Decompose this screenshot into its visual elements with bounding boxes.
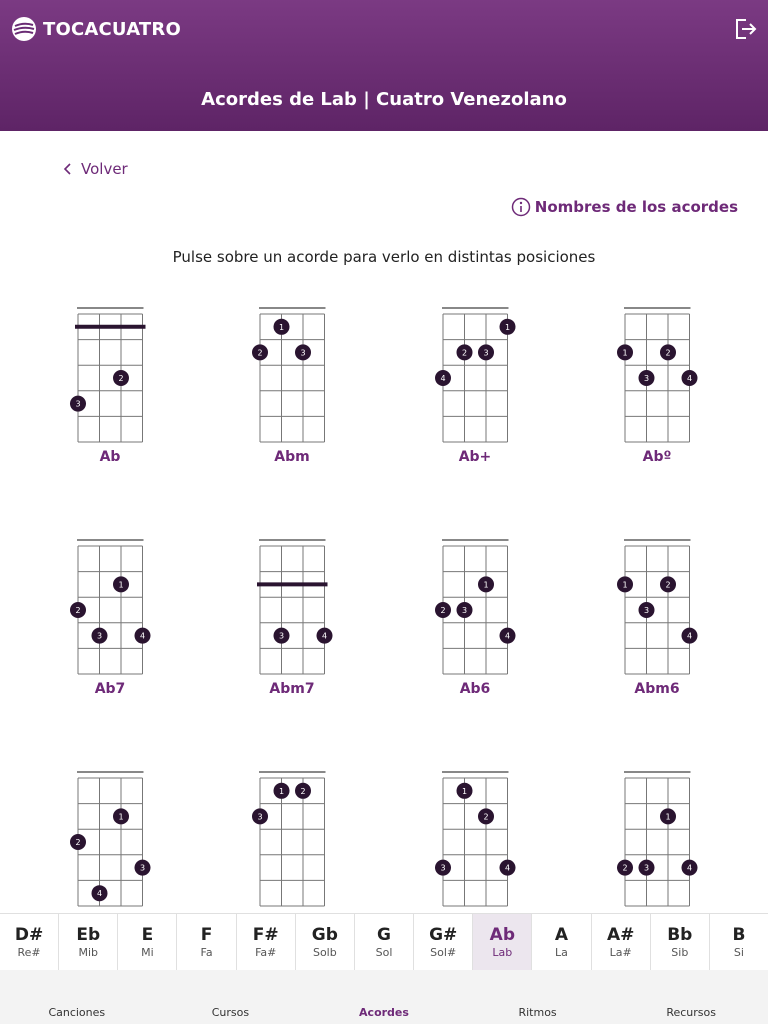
chord-names-label: Nombres de los acordes	[534, 198, 738, 216]
note-button[interactable]	[176, 914, 235, 970]
note-button[interactable]	[58, 914, 117, 970]
finger-dot	[639, 370, 655, 386]
finger-dot	[92, 885, 108, 901]
note-button[interactable]	[650, 914, 709, 970]
svg-text:4: 4	[139, 631, 146, 641]
svg-text:2: 2	[118, 374, 124, 383]
finger-dot	[660, 344, 676, 360]
finger-dot	[113, 808, 129, 824]
finger-dot	[639, 602, 655, 618]
finger-dot	[135, 860, 151, 876]
finger-dot	[639, 860, 655, 876]
note-button[interactable]	[236, 914, 295, 970]
note-button[interactable]	[117, 914, 176, 970]
chord-fretboard	[222, 764, 362, 914]
svg-text:2: 2	[440, 606, 446, 615]
tab-canciones[interactable]: Canciones	[48, 1006, 106, 1019]
finger-dot	[478, 576, 494, 592]
note-name: Eb	[76, 924, 101, 945]
note-solfege: La#	[609, 945, 632, 959]
note-name: Gb	[311, 924, 338, 945]
note-button[interactable]	[354, 914, 413, 970]
svg-text:1: 1	[118, 812, 124, 822]
finger-dot	[317, 628, 333, 644]
note-solfege: Si	[733, 945, 744, 959]
svg-text:2: 2	[665, 580, 671, 590]
chord-name: Abm7	[269, 681, 315, 697]
note-button[interactable]	[295, 914, 354, 970]
svg-text:4: 4	[321, 631, 328, 641]
chord-diagram[interactable]	[40, 300, 180, 480]
finger-dot	[500, 319, 516, 335]
svg-text:4: 4	[686, 863, 693, 873]
svg-text:3: 3	[278, 631, 285, 641]
chord-name: Abm	[274, 449, 310, 465]
svg-text:2: 2	[75, 606, 81, 615]
svg-text:3: 3	[96, 631, 103, 641]
chord-fretboard	[405, 532, 545, 682]
note-name: B	[732, 924, 746, 945]
finger-dot	[660, 808, 676, 824]
note-name: E	[141, 924, 154, 945]
finger-dot	[70, 396, 86, 412]
info-icon	[511, 197, 531, 217]
finger-dot	[252, 344, 268, 360]
svg-text:4: 4	[686, 631, 693, 641]
finger-dot	[478, 344, 494, 360]
note-solfege: Sol	[375, 945, 393, 959]
finger-dot	[617, 860, 633, 876]
logo-text: TOCACUATRO	[43, 18, 181, 40]
note-solfege: Fa#	[255, 945, 277, 959]
svg-text:3: 3	[483, 348, 489, 358]
finger-dot	[617, 576, 633, 592]
note-name: F	[200, 924, 213, 945]
finger-dot	[435, 602, 451, 618]
svg-text:2: 2	[75, 838, 81, 847]
finger-dot	[435, 860, 451, 876]
svg-text:1: 1	[483, 580, 489, 590]
chord-fretboard	[40, 532, 180, 682]
svg-text:4: 4	[440, 374, 446, 383]
finger-dot	[92, 628, 108, 644]
chord-diagram[interactable]	[222, 532, 362, 712]
svg-text:1: 1	[504, 322, 511, 332]
chord-name: Ab7	[94, 681, 126, 697]
chord-diagram[interactable]	[587, 532, 727, 712]
chord-fretboard	[40, 300, 180, 450]
svg-text:1: 1	[278, 322, 285, 332]
tab-acordes[interactable]: Acordes	[359, 1006, 409, 1019]
svg-text:2: 2	[461, 348, 468, 358]
svg-text:4: 4	[96, 889, 103, 899]
finger-dot	[682, 860, 698, 876]
svg-text:3: 3	[440, 863, 446, 873]
logo	[11, 16, 181, 42]
finger-dot	[295, 344, 311, 360]
chord-fretboard	[405, 764, 545, 914]
note-solfege: Solb	[312, 945, 337, 959]
svg-text:2: 2	[257, 348, 263, 358]
chord-name: Abm6	[634, 681, 680, 697]
chord-name: Ab+	[458, 449, 492, 465]
svg-text:3: 3	[75, 399, 81, 409]
finger-dot	[274, 319, 290, 335]
chord-fretboard	[587, 300, 727, 450]
note-name: A	[554, 924, 569, 945]
finger-dot	[457, 344, 473, 360]
svg-text:4: 4	[504, 863, 511, 873]
svg-text:1: 1	[278, 786, 285, 796]
finger-dot	[478, 808, 494, 824]
note-solfege: Re#	[17, 945, 41, 959]
finger-dot	[295, 783, 311, 799]
logout-icon[interactable]	[732, 16, 758, 42]
chord-diagram[interactable]	[40, 532, 180, 712]
svg-text:2: 2	[665, 348, 671, 358]
note-name: G	[377, 924, 391, 945]
logo-icon	[11, 16, 37, 42]
finger-dot	[457, 783, 473, 799]
svg-text:3: 3	[300, 348, 306, 358]
note-solfege: Sol#	[430, 945, 457, 959]
note-name: G#	[429, 924, 458, 945]
svg-text:4: 4	[686, 374, 693, 383]
note-button[interactable]	[531, 914, 590, 970]
note-selector	[0, 913, 768, 971]
chord-fretboard	[222, 300, 362, 450]
finger-dot	[274, 628, 290, 644]
back-label: Volver	[81, 160, 128, 178]
chord-diagram[interactable]	[587, 300, 727, 480]
note-solfege: Fa	[200, 945, 213, 959]
note-name: A#	[606, 924, 635, 945]
chord-diagram[interactable]	[222, 300, 362, 480]
svg-text:1: 1	[461, 786, 468, 796]
note-name: F#	[252, 924, 279, 945]
finger-dot	[435, 370, 451, 386]
chord-fretboard	[405, 300, 545, 450]
note-button[interactable]	[472, 914, 531, 970]
chord-name: Ab	[99, 449, 121, 465]
svg-text:3: 3	[139, 863, 146, 873]
svg-text:3: 3	[643, 606, 650, 615]
back-link[interactable]	[63, 160, 128, 178]
app-header	[0, 0, 768, 131]
finger-dot	[617, 344, 633, 360]
svg-text:2: 2	[622, 863, 628, 873]
svg-text:4: 4	[504, 631, 511, 641]
chord-fretboard	[40, 764, 180, 914]
note-solfege: Mi	[141, 945, 154, 959]
svg-text:2: 2	[300, 786, 306, 796]
svg-text:3: 3	[643, 374, 650, 383]
chevron-left-icon	[63, 162, 73, 176]
finger-dot	[274, 783, 290, 799]
note-solfege: Sib	[671, 945, 689, 959]
finger-dot	[252, 808, 268, 824]
instructions: Pulse sobre un acorde para verlo en distintas posiciones	[172, 248, 596, 266]
tab-cursos[interactable]: Cursos	[211, 1006, 250, 1019]
note-button[interactable]	[591, 914, 650, 970]
chord-diagram[interactable]	[405, 532, 545, 712]
chord-fretboard	[587, 532, 727, 682]
note-button[interactable]	[709, 914, 768, 970]
svg-text:2: 2	[483, 812, 489, 822]
finger-dot	[500, 860, 516, 876]
chord-diagram[interactable]	[405, 300, 545, 480]
chord-names-link[interactable]	[511, 197, 738, 217]
note-name: D#	[14, 924, 44, 945]
svg-text:1: 1	[118, 580, 124, 590]
finger-dot	[113, 370, 129, 386]
svg-text:3: 3	[643, 863, 650, 873]
finger-dot	[682, 370, 698, 386]
finger-dot	[660, 576, 676, 592]
finger-dot	[70, 602, 86, 618]
svg-text:3: 3	[257, 812, 263, 822]
chord-fretboard	[222, 532, 362, 682]
note-button[interactable]	[0, 914, 58, 970]
svg-text:3: 3	[461, 606, 468, 615]
finger-dot	[70, 834, 86, 850]
note-solfege: Mib	[78, 945, 98, 959]
note-solfege: Lab	[492, 945, 513, 959]
note-name: Bb	[667, 924, 693, 945]
finger-dot	[135, 628, 151, 644]
tab-bar	[0, 970, 768, 1024]
tab-ritmos[interactable]: Ritmos	[518, 1006, 557, 1019]
chord-fretboard	[587, 764, 727, 914]
note-button[interactable]	[413, 914, 472, 970]
svg-text:1: 1	[622, 580, 628, 590]
chord-name: Abº	[642, 449, 672, 465]
finger-dot	[113, 576, 129, 592]
svg-text:1: 1	[622, 348, 628, 358]
page-title: Acordes de Lab | Cuatro Venezolano	[201, 89, 567, 110]
svg-text:1: 1	[665, 812, 671, 822]
finger-dot	[682, 628, 698, 644]
tab-recursos[interactable]: Recursos	[666, 1006, 716, 1019]
note-name: Ab	[489, 924, 515, 945]
chord-name: Ab6	[459, 681, 491, 697]
note-solfege: La	[555, 945, 568, 959]
finger-dot	[457, 602, 473, 618]
finger-dot	[500, 628, 516, 644]
